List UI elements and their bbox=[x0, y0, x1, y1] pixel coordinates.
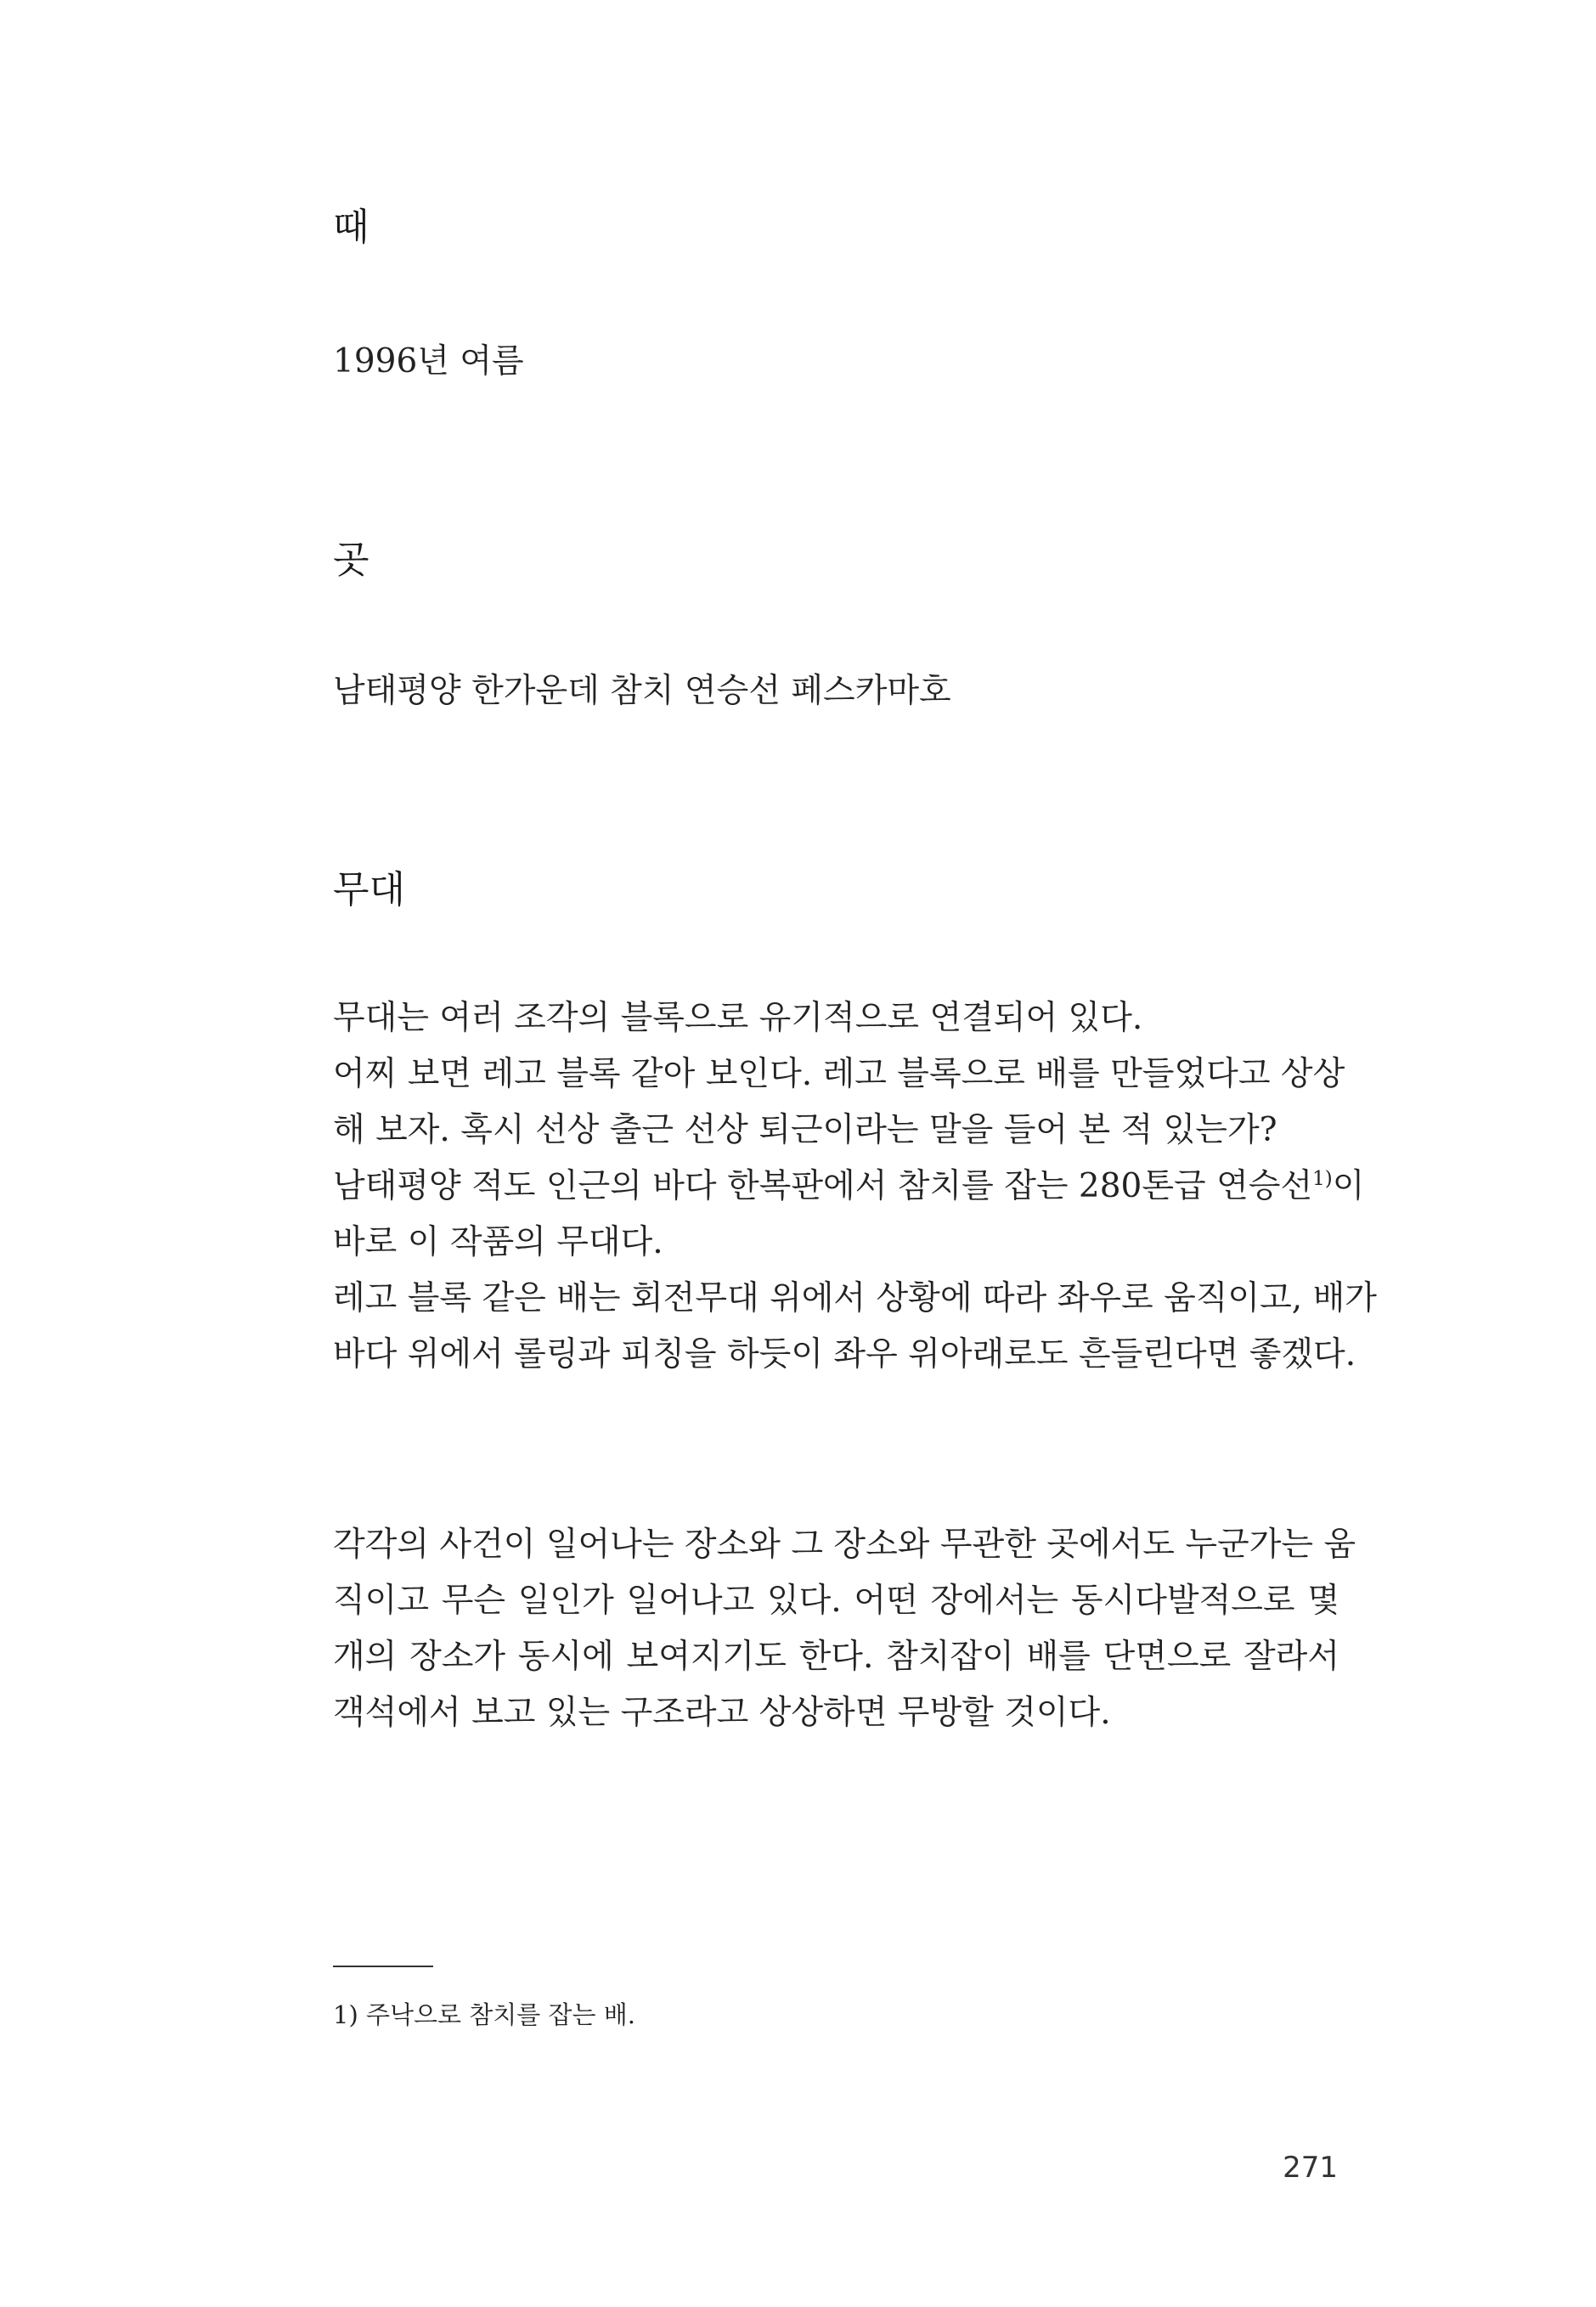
paragraph-line: 바로 이 작품의 무대다. bbox=[333, 1223, 663, 1261]
footnote-reference: 1) bbox=[1312, 1168, 1333, 1190]
paragraph-line: 무대는 여러 조각의 블록으로 유기적으로 연결되어 있다. bbox=[333, 999, 1143, 1037]
paragraph-line: 바다 위에서 롤링과 피칭을 하듯이 좌우 위아래로도 흔들린다면 좋겠다. bbox=[333, 1335, 1356, 1373]
section-heading-stage: 무대 bbox=[333, 868, 406, 911]
paragraph-line: 레고 블록 같은 배는 회전무대 위에서 상황에 따라 좌우로 움직이고, 배가 bbox=[333, 1279, 1377, 1317]
paragraph-line: 어찌 보면 레고 블록 같아 보인다. 레고 블록으로 배를 만들었다고 상상 bbox=[333, 1055, 1345, 1093]
section-text-time: 1996년 여름 bbox=[333, 342, 524, 381]
paragraph-line: 객석에서 보고 있는 구조라고 상상하면 무방할 것이다. bbox=[333, 1694, 1111, 1732]
paragraph-text: 이 bbox=[1332, 1167, 1365, 1205]
paragraph-line-with-footnote bbox=[333, 1159, 1365, 1215]
page-number: 271 bbox=[1283, 2151, 1338, 2185]
paragraph-text: 남태평양 적도 인근의 바다 한복판에서 참치를 잡는 280톤급 연승선 bbox=[333, 1167, 1313, 1205]
footnote: 1) 주낙으로 참치를 잡는 배. bbox=[333, 2000, 635, 2029]
section-heading-time: 때 bbox=[333, 206, 369, 249]
section-heading-place: 곳 bbox=[333, 539, 369, 582]
stage-paragraph-1 bbox=[333, 990, 1377, 1383]
paragraph-line: 해 보자. 혹시 선상 출근 선상 퇴근이라는 말을 들어 본 적 있는가? bbox=[333, 1111, 1277, 1149]
paragraph-line: 개의 장소가 동시에 보여지기도 한다. 참치잡이 배를 단면으로 잘라서 bbox=[333, 1638, 1339, 1676]
section-text-place: 남태평양 한가운데 참치 연승선 페스카마호 bbox=[333, 672, 951, 710]
paragraph-line: 직이고 무슨 일인가 일어나고 있다. 어떤 장에서는 동시다발적으로 몇 bbox=[333, 1582, 1339, 1620]
stage-paragraph-2 bbox=[333, 1517, 1356, 1741]
footnote-divider bbox=[333, 1966, 433, 1967]
paragraph-line: 각각의 사건이 일어나는 장소와 그 장소와 무관한 곳에서도 누군가는 움 bbox=[333, 1526, 1356, 1564]
